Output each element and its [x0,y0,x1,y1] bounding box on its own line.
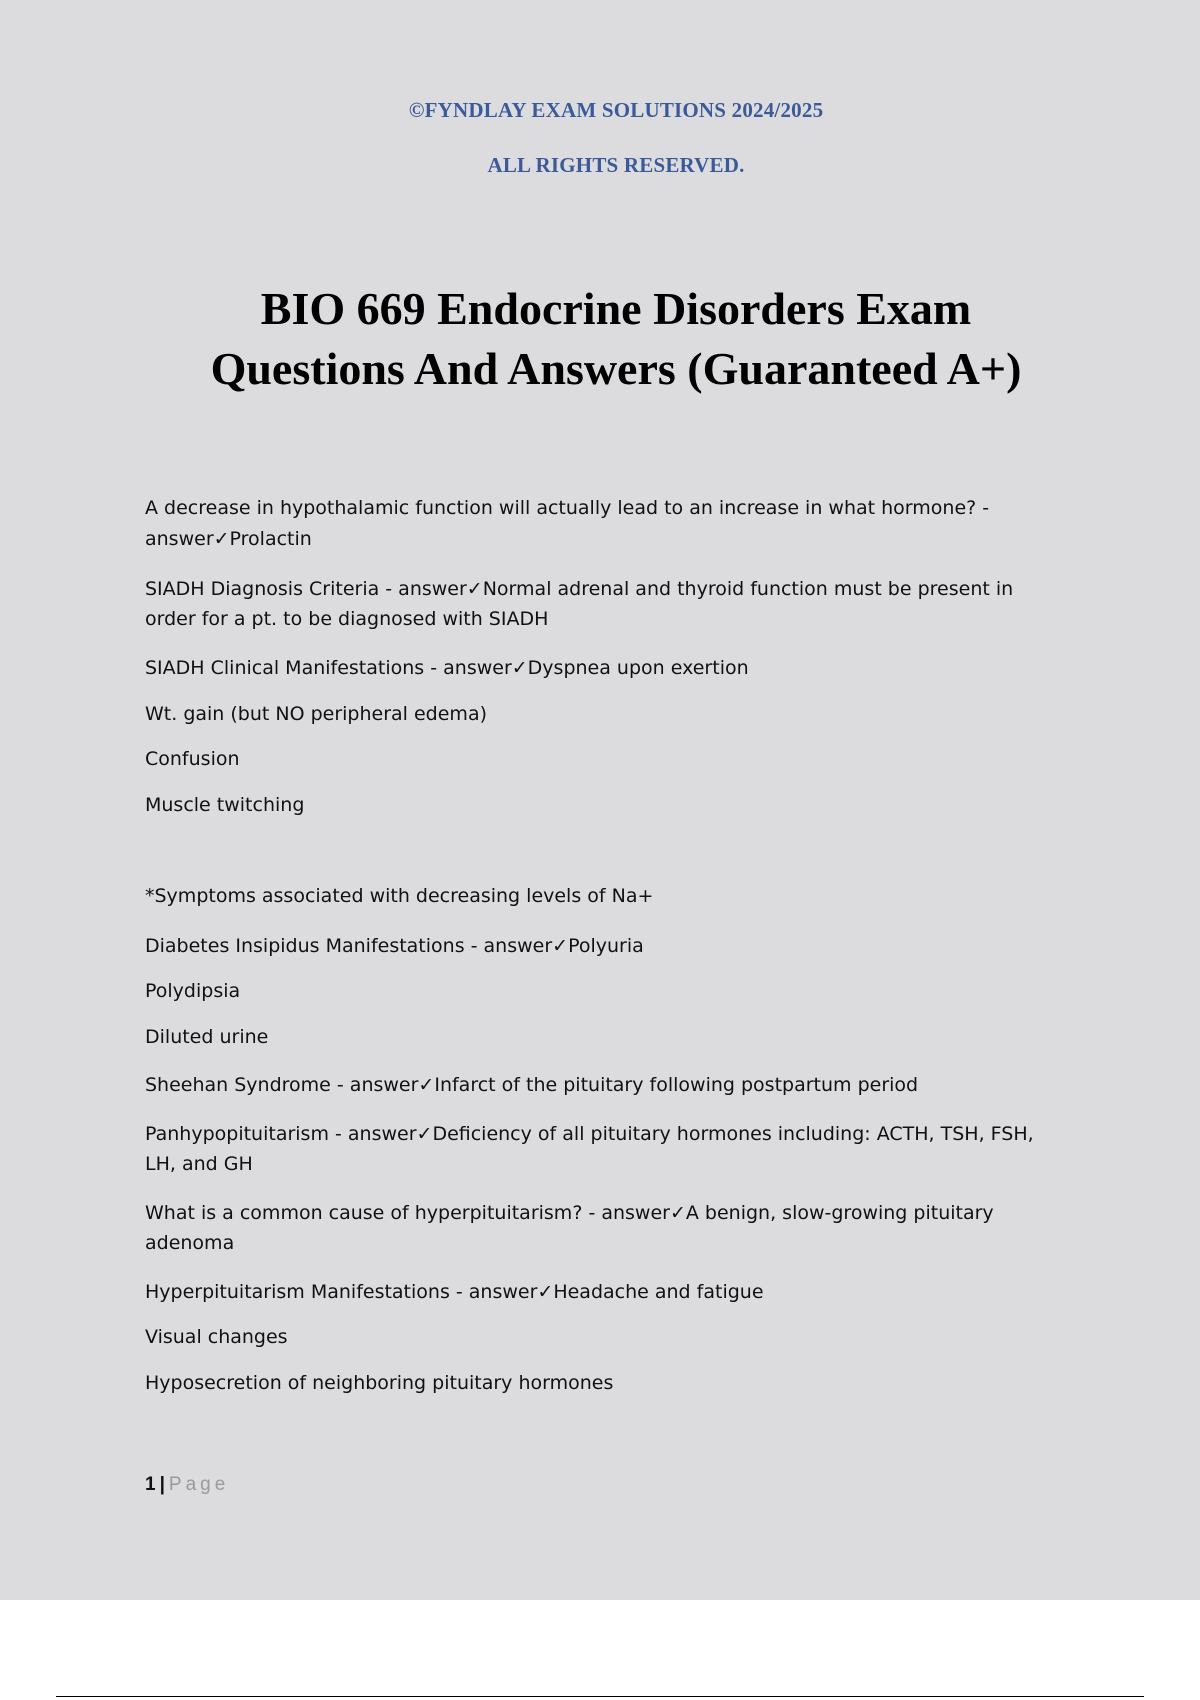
question-line: Diabetes Insipidus Manifestations - answer✓Polyuria [145,935,644,957]
question-line: Panhypopituitarism - answer✓Deficiency of all pituitary hormones including: ACTH, TSH, FSH, [145,1123,1034,1145]
answer-line: adenoma [145,1232,235,1254]
document-title-line-1: BIO 669 Endocrine Disorders Exam [260,283,972,334]
page-footer [145,1474,229,1496]
answer-line: Wt. gain (but NO peripheral edema) [145,703,487,725]
question-line: SIADH Diagnosis Criteria - answer✓Normal adrenal and thyroid function must be present in [145,578,1014,600]
answer-line: order for a pt. to be diagnosed with SIADH [145,608,549,630]
answer-line: Hyposecretion of neighboring pituitary hormones [145,1372,614,1394]
rights-notice: ALL RIGHTS RESERVED. [487,153,745,177]
question-line: SIADH Clinical Manifestations - answer✓Dyspnea upon exertion [145,657,749,679]
page-number: 1 [145,1474,156,1495]
answer-line: answer✓Prolactin [145,528,312,550]
answer-line: LH, and GH [145,1153,253,1175]
answer-line: Polydipsia [145,980,241,1002]
document-title-line-2: Questions And Answers (Guaranteed A+) [210,343,1022,394]
note-line: *Symptoms associated with decreasing levels of Na+ [145,885,654,907]
answer-line: Visual changes [145,1326,288,1348]
answer-line: Diluted urine [145,1026,269,1048]
answer-line: Muscle twitching [145,794,305,816]
bottom-rule [56,1696,1144,1697]
page-label: Page [168,1474,230,1495]
answer-line: Confusion [145,748,240,770]
question-line: Hyperpituitarism Manifestations - answer✓Headache and fatigue [145,1281,764,1303]
copyright-notice: ©FYNDLAY EXAM SOLUTIONS 2024/2025 [408,98,824,122]
question-line: A decrease in hypothalamic function will actually lead to an increase in what hormone? - [145,497,990,519]
question-line: What is a common cause of hyperpituitarism? - answer✓A benign, slow-growing pituitary [145,1202,994,1224]
footer-separator: | [159,1474,165,1495]
question-line: Sheehan Syndrome - answer✓Infarct of the pituitary following postpartum period [145,1074,919,1096]
